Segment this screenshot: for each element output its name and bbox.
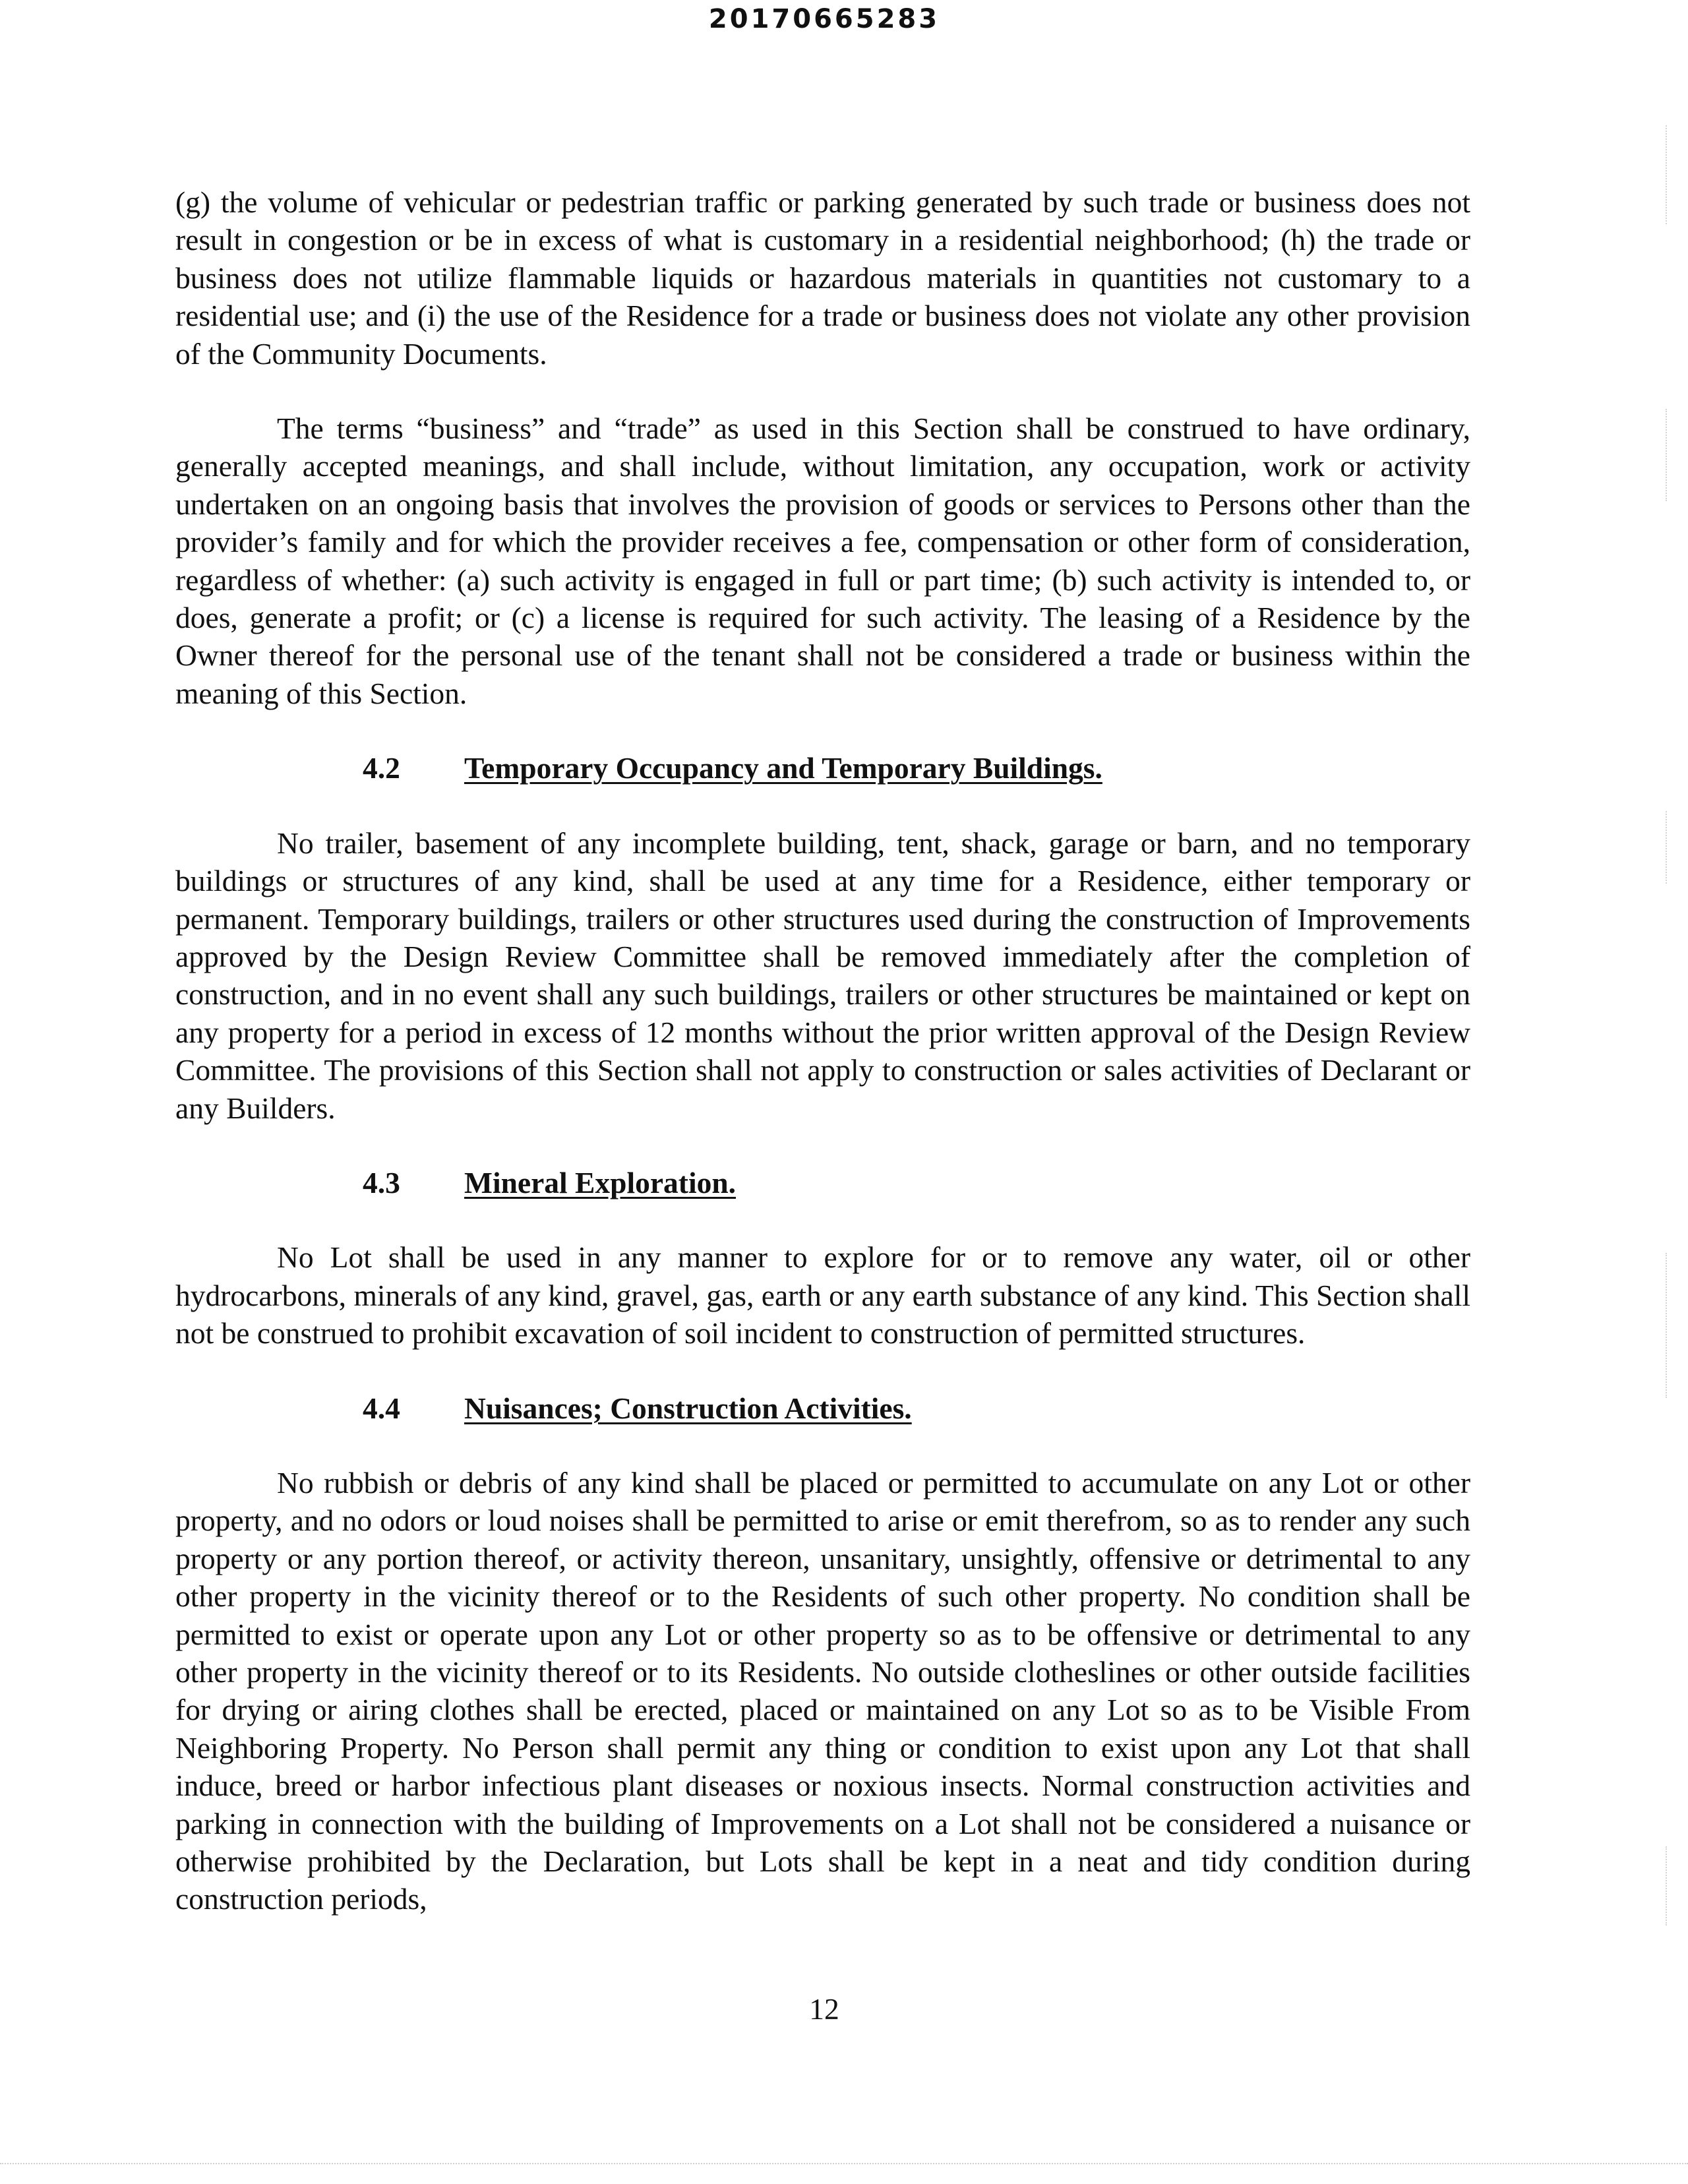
- paragraph-continuation: (g) the volume of vehicular or pedestrian traffic or parking generated by such trade or business does not result in congestion or be in excess of what is customary in a residential neighborhood; (h) the trade or business does not utilize flammable liquids or hazardous materials in quantities not customary to a residential use; and (i) the use of the Residence for a trade or business does not violate any other provision of the Community Documents.: [175, 185, 1470, 371]
- section-title: Mineral Exploration.: [464, 1165, 737, 1199]
- section-body-4-2: No trailer, basement of any incomplete building, tent, shack, garage or barn, and no temporary buildings or structures of any kind, shall be used at any time for a Residence, either temporary or permanent. Temporary buildings, trailers or other structures used during the construction of Improvements approved by the Design Review Committee shall be removed immediately after the completion of construction, and in no event shall any such buildings, trailers or other structures be maintained or kept on any property for a period in excess of 12 months without the prior written approval of the Design Review Committee. The provisions of this Section shall not apply to construction or sales activities of Declarant or any Builders.: [175, 826, 1470, 1125]
- section-heading-4-2: [175, 749, 1470, 787]
- scan-artifact-bottom-edge: [0, 2163, 1688, 2164]
- section-number: 4.3: [363, 1165, 400, 1199]
- document-number: 20170665283: [708, 4, 940, 34]
- scan-artifact-edge: [1666, 1846, 1668, 1926]
- section-number: 4.4: [363, 1391, 400, 1425]
- section-body-4-3: No Lot shall be used in any manner to explore for or to remove any water, oil or other hydrocarbons, minerals of any kind, gravel, gas, earth or any earth substance of any kind. This Section shall not be construed to prohibit excavation of soil incident to construction of permitted structures.: [175, 1240, 1470, 1350]
- section-heading-4-4: [175, 1389, 1470, 1427]
- scan-artifact-edge: [1666, 125, 1668, 224]
- page-number: 12: [809, 1992, 839, 2026]
- section-title: Temporary Occupancy and Temporary Buildings.: [464, 751, 1102, 785]
- section-title: Nuisances; Construction Activities.: [464, 1391, 912, 1425]
- paragraph-business-trade-definition: The terms “business” and “trade” as used in this Section shall be construed to have ordinary, generally accepted meanings, and shall include, without limitation, any occupation, work or activity undertaken on an ongoing basis that involves the provision of goods or services to Persons other than the provider’s family and for which the provider receives a fee, compensation or other form of consideration, regardless of whether: (a) such activity is engaged in full or part time; (b) such activity is intended to, or does, generate a profit; or (c) a license is required for such activity. The leasing of a Residence by the Owner thereof for the personal use of the tenant shall not be considered a trade or business within the meaning of this Section.: [175, 411, 1470, 710]
- document-body: [175, 183, 1470, 1918]
- scan-artifact-edge: [1666, 811, 1668, 884]
- section-number: 4.2: [363, 751, 400, 785]
- scan-artifact-edge: [1666, 1253, 1668, 1398]
- section-body-4-4: No rubbish or debris of any kind shall be placed or permitted to accumulate on any Lot or other property, and no odors or loud noises shall be permitted to arise or emit therefrom, so as to render any such property or any portion thereof, or activity thereon, unsanitary, unsightly, offensive or detrimental to any other property in the vicinity thereof or to the Residents of such other property. No condition shall be permitted to exist or operate upon any Lot or other property so as to be offensive or detrimental to any other property in the vicinity thereof or to its Residents. No outside clotheslines or other outside facilities for drying or airing clothes shall be erected, placed or maintained on any Lot so as to be Visible From Neighboring Property. No Person shall permit any thing or condition to exist upon any Lot that shall induce, breed or harbor infectious plant diseases or noxious insects. Normal construction activities and parking in connection with the building of Improvements on a Lot shall not be considered a nuisance or otherwise prohibited by the Declaration, but Lots shall be kept in a neat and tidy condition during construction periods,: [175, 1465, 1470, 1916]
- section-heading-4-3: [175, 1164, 1470, 1201]
- scan-artifact-edge: [1666, 409, 1668, 501]
